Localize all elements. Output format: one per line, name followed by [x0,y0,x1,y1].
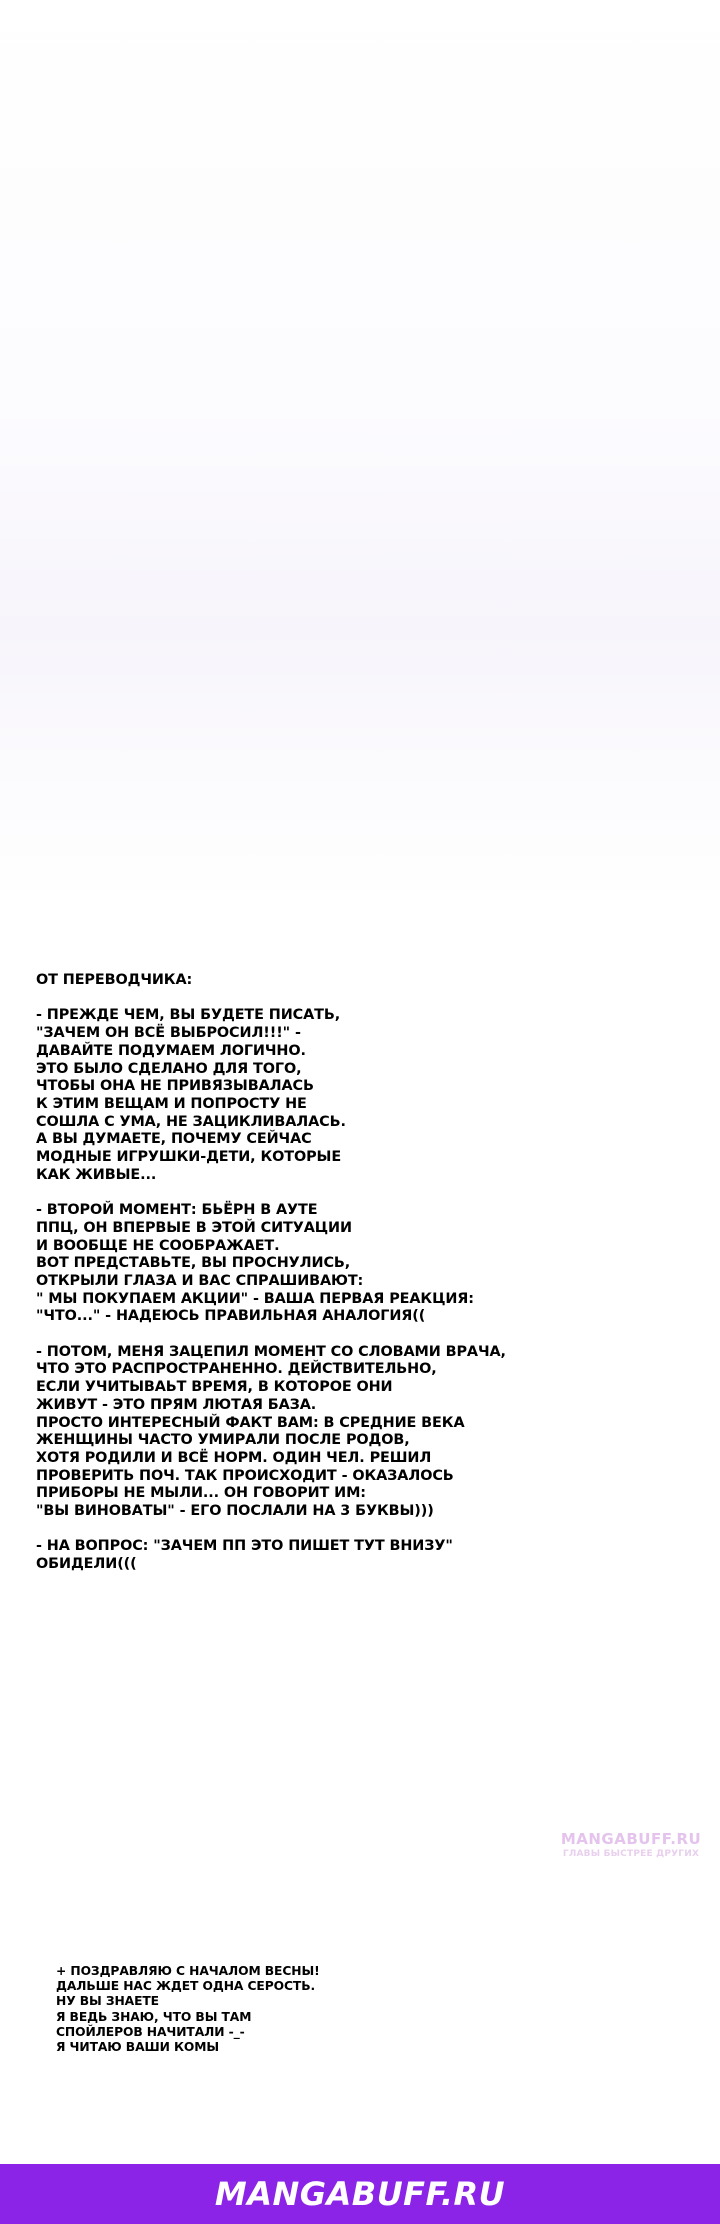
translator-note-line: ПРОСТО ИНТЕРЕСНЫЙ ФАКТ ВАМ: В СРЕДНИЕ ВЕКА [36,1414,465,1431]
closing-note-line: СПОЙЛЕРОВ НАЧИТАЛИ -_- [56,2024,245,2039]
closing-notes [56,1964,476,2055]
closing-note-line: Я ВЕДЬ ЗНАЮ, ЧТО ВЫ ТАМ [56,2009,252,2024]
translator-note-line: - ПОТОМ, МЕНЯ ЗАЦЕПИЛ МОМЕНТ СО СЛОВАМИ ВРАЧА, [36,1343,506,1360]
translator-note-line: СОШЛА С УМА, НЕ ЗАЦИКЛИВАЛАСЬ. [36,1113,346,1130]
watermark-subtitle: ГЛАВЫ БЫСТРЕЕ ДРУГИХ [562,1849,700,1859]
translator-note-line [36,990,696,1008]
translator-note-line: К ЭТИМ ВЕЩАМ И ПОПРОСТУ НЕ [36,1095,307,1112]
site-watermark [556,1830,706,1859]
translator-note-line: ОТКРЫЛИ ГЛАЗА И ВАС СПРАШИВАЮТ: [36,1272,364,1289]
closing-note-line: Я ЧИТАЮ ВАШИ КОМЫ [56,2040,220,2055]
translator-note-line: И ВООБЩЕ НЕ СООБРАЖАЕТ. [36,1237,280,1254]
translator-note-line: ЧТО ЭТО РАСПРОСТРАНЕННО. ДЕЙСТВИТЕЛЬНО, [36,1361,437,1378]
translator-note-line: ОТ ПЕРЕВОДЧИКА: [36,972,193,988]
translator-note-line: "ВЫ ВИНОВАТЫ" - ЕГО ПОСЛАЛИ НА 3 БУКВЫ))) [36,1503,434,1520]
translator-note-line [36,1326,696,1344]
closing-note-line: ДАЛЬШЕ НАС ЖДЕТ ОДНА СЕРОСТЬ. [56,1979,316,1994]
translator-note-line: КАК ЖИВЫЕ... [36,1166,157,1183]
blank-panel-background [0,0,720,900]
translator-note-line: ОБИДЕЛИ((( [36,1556,137,1573]
translator-note-line: ВОТ ПРЕДСТАВЬТЕ, ВЫ ПРОСНУЛИСЬ, [36,1255,351,1272]
translator-note-line: ЧТОБЫ ОНА НЕ ПРИВЯЗЫВАЛАСЬ [36,1078,314,1095]
translator-note-line: ПРИБОРЫ НЕ МЫЛИ... ОН ГОВОРИТ ИМ: [36,1485,366,1502]
translator-note-line: ЭТО БЫЛО СДЕЛАНО ДЛЯ ТОГО, [36,1060,302,1077]
translator-note-line: ЖИВУТ - ЭТО ПРЯМ ЛЮТАЯ БАЗА. [36,1396,317,1413]
translator-note-line: ДАВАЙТЕ ПОДУМАЕМ ЛОГИЧНО. [36,1042,306,1059]
translator-note-line: " МЫ ПОКУПАЕМ АКЦИИ" - ВАША ПЕРВАЯ РЕАКЦИЯ: [36,1290,474,1307]
footer-brand-link[interactable]: MANGABUFF.RU [214,2175,506,2213]
translator-note-line: А ВЫ ДУМАЕТЕ, ПОЧЕМУ СЕЙЧАС [36,1131,312,1148]
translator-note-line: ЕСЛИ УЧИТЫВАЬТ ВРЕМЯ, В КОТОРОЕ ОНИ [36,1379,393,1396]
translator-notes [36,972,696,1574]
translator-note-line: "ЧТО..." - НАДЕЮСЬ ПРАВИЛЬНАЯ АНАЛОГИЯ(( [36,1308,426,1325]
closing-note-line: НУ ВЫ ЗНАЕТЕ [56,1994,159,2009]
translator-note-line: - ПРЕЖДЕ ЧЕМ, ВЫ БУДЕТЕ ПИСАТЬ, [36,1007,341,1024]
translator-note-line: - НА ВОПРОС: "ЗАЧЕМ ПП ЭТО ПИШЕТ ТУТ ВНИЗУ" [36,1538,453,1555]
translator-note-line: "ЗАЧЕМ ОН ВСЁ ВЫБРОСИЛ!!!" - [36,1025,301,1042]
translator-note-line: МОДНЫЕ ИГРУШКИ-ДЕТИ, КОТОРЫЕ [36,1149,342,1166]
translator-note-line: ПРОВЕРИТЬ ПОЧ. ТАК ПРОИСХОДИТ - ОКАЗАЛОСЬ [36,1467,454,1484]
closing-note-line: + ПОЗДРАВЛЯЮ С НАЧАЛОМ ВЕСНЫ! [56,1964,320,1978]
translator-note-line: ППЦ, ОН ВПЕРВЫЕ В ЭТОЙ СИТУАЦИИ [36,1219,352,1236]
translator-note-line [36,1184,696,1202]
translator-note-line: - ВТОРОЙ МОМЕНТ: БЬЁРН В АУТЕ [36,1202,318,1219]
translator-note-line [36,1521,696,1539]
translator-note-line: ХОТЯ РОДИЛИ И ВСЁ НОРМ. ОДИН ЧЕЛ. РЕШИЛ [36,1449,432,1466]
footer-banner[interactable] [0,2164,720,2224]
watermark-title: MANGABUFF.RU [560,1830,702,1848]
translator-note-line: ЖЕНЩИНЫ ЧАСТО УМИРАЛИ ПОСЛЕ РОДОВ, [36,1432,410,1449]
